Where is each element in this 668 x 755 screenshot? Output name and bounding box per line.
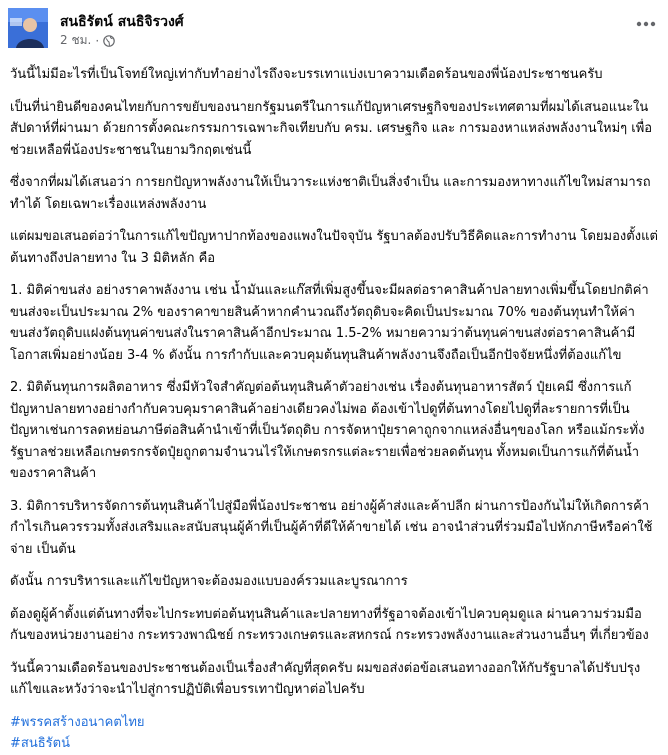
post-content xyxy=(10,64,658,755)
meta-separator: · xyxy=(95,33,100,48)
hashtag-link[interactable]: #สนธิรัตน์ xyxy=(10,736,70,751)
author-name[interactable]: สนธิรัตน์ สนธิจิรวงศ์ xyxy=(60,14,184,30)
post-paragraph: วันนี้ไม่มีอะไรที่เป็นโจทย์ใหญ่เท่ากับทำอย่างไรถึงจะบรรเทาแบ่งเบาความเดือดร้อนของพี่น้องประชาชนครับ xyxy=(10,67,603,82)
post-paragraph: 2. มิติต้นทุนการผลิตอาหาร ซึ่งมีหัวใจสำคัญต่อต้นทุนสินค้าตัวอย่างเช่น เรื่องต้นทุนอาหารสัตว์ ปุ๋ยเคมี ซึ่งการแก้ปัญหาปลายทางอย่างกำกับควบคุมราคาสินค้าอย่างเดียวคงไม่พอ ต้องเข้าไปดูที่ต้นทางโดยไปดูที่ละรายการที่เป็นปัญหาเช่นการลดหย่อนภาษีต่อสินค้านำเข้าที่เป็นวัตถุดิบ การจัดหาปุ๋ยราคาถูกจากแหล่งอื่นๆของโลก หรือแม้กระทั่งรัฐบาลช่วยเหลือเกษตรกรจัดปุ๋ยถูกตามจำนวนไร่ให้เกษตรกรแต่ละรายเพื่อช่วยลดต้นทุน ทั้งหมดเป็นการแก้ที่ต้นน้ำของราคาสินค้า xyxy=(10,380,645,481)
more-options-button[interactable] xyxy=(632,10,660,38)
post-paragraph: ต้องดูผู้ค้าตั้งแต่ต้นทางที่จะไปกระทบต่อต้นทุนสินค้าและปลายทางที่รัฐอาจต้องเข้าไปควบคุมดูแล ผ่านความร่วมมือกันของหน่วยงานอย่าง กระทรวงพาณิชย์ กระทรวงเกษตรและสหกรณ์ กระทรวงพลังงานและส่วนงานอื่นๆ ที่เกี่ยวข้อง xyxy=(10,606,649,643)
hashtag-link[interactable]: #พรรคสร้างอนาคตไทย xyxy=(10,714,145,730)
hashtag-list xyxy=(10,712,658,755)
post-header xyxy=(8,8,660,48)
post-paragraph: 3. มิติการบริหารจัดการต้นทุนสินค้าไปสู่มือพี่น้องประชาชน อย่างผู้ค้าส่งและค้าปลีก ผ่านการป้องกันไม่ให้เกิดการค้ากำไรเกินควรรวมทั้งส่งเสริมและสนับสนุนผู้ค้าที่เป็นผู้ค้าที่ดีให้ค้าขายได้ เช่น อาจนำส่วนที่ร่วมมือไปหักภาษีหรือค่าใช้จ่าย เป็นต้น xyxy=(10,498,653,557)
globe-icon[interactable] xyxy=(103,35,115,47)
post-paragraph: เป็นที่น่ายินดีของคนไทยกับการขยับของนายกรัฐมนตรีในการแก้ปัญหาเศรษฐกิจของประเทศตามที่ผมได้เสนอแนะในสัปดาห์ที่ผ่านมา ด้วยการตั้งคณะกรรมการเฉพาะกิจเทียบกับ ครม. เศรษฐกิจ และ การมองหาแหล่งพลังงานใหม่ๆ เพื่อช่วยเหลือพี่น้องประชาชนในยามวิกฤตเช่นนี้ xyxy=(10,99,653,158)
post-paragraph: แต่ผมขอเสนอต่อว่าในการแก้ไขปัญหาปากท้องของแพงในปัจจุบัน รัฐบาลต้องปรับวิธีคิดและการทำงาน โดยมองตั้งแต่ต้นทางถึงปลายทาง ใน 3 มิติหลัก คือ xyxy=(10,229,658,266)
avatar[interactable] xyxy=(8,8,48,48)
post-paragraph: ซึ่งจากที่ผมได้เสนอว่า การยกปัญหาพลังงานให้เป็นวาระแห่งชาติเป็นสิ่งจำเป็น และการมองหาทางแก้ไขใหม่สามารถทำได้ โดยเฉพาะเรื่องแหล่งพลังงาน xyxy=(10,175,651,212)
avatar-image xyxy=(8,8,48,48)
post-paragraph: ดังนั้น การบริหารและแก้ไขปัญหาจะต้องมองแบบองค์รวมและบูรณาการ xyxy=(10,574,408,589)
more-options-icon xyxy=(636,21,656,27)
post-timestamp[interactable]: 2 ชม. xyxy=(60,33,92,47)
post-meta xyxy=(60,31,115,50)
post-paragraph: 1. มิติค่าขนส่ง อย่างราคาพลังงาน เช่น น้ำมันและแก๊สที่เพิ่มสูงขึ้นจะมีผลต่อราคาสินค้าปลายทางเพิ่มขึ้นโดยปกติค่าขนส่งจะเป็นประมาณ 2% ของราคาขายสินค้าหากคำนวณถึงวัตถุดิบจะคิดเป็นประมาณ 70% ของต้นทุนทำให้ค่าขนส่งวัตถุดิบแฝงต้นทุนค่าขนส่งในราคาสินค้าอีกประมาณ 1.5-2% หมายความว่าต้นทุนค่าขนส่งต่อราคาสินค้ามีโอกาสเพิ่มอย่างน้อย 3-4 % ดังนั้น การกำกับและควบคุมต้นทุนสินค้าพลังงานจึงถือเป็นอีกปัจจัยหนึ่งที่ต้องแก้ไข xyxy=(10,283,649,363)
post-paragraph: วันนี้ความเดือดร้อนของประชาชนต้องเป็นเรื่องสำคัญที่สุดครับ ผมขอส่งต่อข้อเสนอทางออกให้กับรัฐบาลได้ปรับปรุงแก้ไขและหวังว่าจะนำไปสู่การปฏิบัติเพื่อบรรเทาปัญหาต่อไปครับ xyxy=(10,660,641,697)
